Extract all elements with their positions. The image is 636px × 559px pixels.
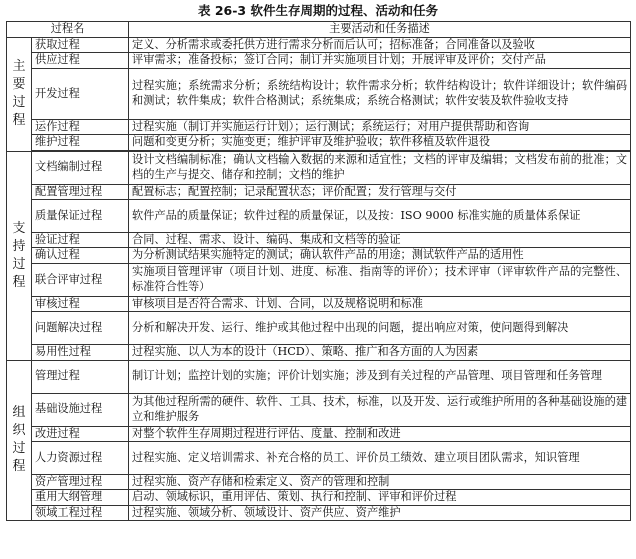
table-row xyxy=(7,505,631,520)
header-process-name: 过程名 xyxy=(7,22,129,38)
process-desc: 过程实施、以人为本的设计（HCD）、策略、推广和各方面的人为因素 xyxy=(129,345,631,360)
process-desc: 为分析测试结果实施特定的测试；确认软件产品的用途；测试软件产品的适用性 xyxy=(129,248,631,263)
process-table xyxy=(6,21,631,521)
process-desc: 定义、分析需求或委托供方进行需求分析而后认可；招标准备；合同准备以及验收 xyxy=(129,38,631,53)
table-row xyxy=(7,345,631,360)
table-row xyxy=(7,490,631,505)
process-desc: 实施项目管理评审（项目计划、进度、标准、指南等的评价）；技术评审（评审软件产品的完整性、标准符合性等） xyxy=(129,263,631,296)
process-desc: 配置标志；配置控制；记录配置状态；评价配置；发行管理与交付 xyxy=(129,184,631,199)
table-row xyxy=(7,442,631,475)
process-name: 配置管理过程 xyxy=(32,184,129,199)
process-name: 运作过程 xyxy=(32,119,129,134)
process-name: 重用大纲管理 xyxy=(32,490,129,505)
process-desc: 过程实施、资产存储和检索定义、资产的管理和控制 xyxy=(129,475,631,490)
table-row xyxy=(7,393,631,426)
table-row xyxy=(7,475,631,490)
table-row xyxy=(7,38,631,53)
header-activities: 主要活动和任务描述 xyxy=(129,22,631,38)
process-desc: 过程实施（制订并实施运行计划）；运行测试；系统运行；对用户提供帮助和咨询 xyxy=(129,119,631,134)
process-name: 领域工程过程 xyxy=(32,505,129,520)
category-cell-main xyxy=(7,38,32,152)
process-name: 获取过程 xyxy=(32,38,129,53)
process-desc: 审核项目是否符合需求、计划、合同，以及规格说明和标准 xyxy=(129,296,631,311)
process-desc: 制订计划；监控计划的实施；评价计划实施；涉及到有关过程的产品管理、项目管理和任务管理 xyxy=(129,360,631,393)
process-name: 维护过程 xyxy=(32,135,129,150)
process-desc: 设计文档编制标准；确认文档输入数据的来源和适宜性；文档的评审及编辑；文档发布前的批准；文档的生产与提交、储存和控制；文档的维护 xyxy=(129,151,631,184)
process-desc: 对整个软件生存周期过程进行评估、度量、控制和改进 xyxy=(129,426,631,441)
category-label: 组织过程 xyxy=(12,405,26,475)
table-row xyxy=(7,119,631,134)
table-row xyxy=(7,296,631,311)
table-row xyxy=(7,184,631,199)
process-desc: 过程实施、领域分析、领域设计、资产供应、资产维护 xyxy=(129,505,631,520)
table-title: 表 26-3 软件生存周期的过程、活动和任务 xyxy=(198,3,438,18)
process-name: 验证过程 xyxy=(32,233,129,248)
process-name: 资产管理过程 xyxy=(32,475,129,490)
table-row xyxy=(7,53,631,68)
process-desc: 软件产品的质量保证；软件过程的质量保证，以及按：ISO 9000 标准实施的质量体系保证 xyxy=(129,200,631,233)
header-row xyxy=(7,22,631,38)
table-row xyxy=(7,68,631,119)
category-cell-organizational xyxy=(7,360,32,521)
process-desc: 过程实施；系统需求分析；系统结构设计；软件需求分析；软件结构设计；软件详细设计；软件编码和测试；软件集成；软件合格测试；系统集成；系统合格测试；软件安装及软件验收支持 xyxy=(129,68,631,119)
category-cell-support xyxy=(7,151,32,360)
process-name: 问题解决过程 xyxy=(32,312,129,345)
table-row xyxy=(7,248,631,263)
category-label: 支持过程 xyxy=(12,220,26,290)
process-name: 基础设施过程 xyxy=(32,393,129,426)
process-name: 管理过程 xyxy=(32,360,129,393)
table-row xyxy=(7,233,631,248)
process-name: 易用性过程 xyxy=(32,345,129,360)
process-name: 联合评审过程 xyxy=(32,263,129,296)
process-desc: 评审需求；准备投标；签订合同；制订并实施项目计划；开展评审及评价；交付产品 xyxy=(129,53,631,68)
process-name: 质量保证过程 xyxy=(32,200,129,233)
process-desc: 分析和解决开发、运行、维护或其他过程中出现的问题，提出响应对策，使问题得到解决 xyxy=(129,312,631,345)
process-name: 文档编制过程 xyxy=(32,151,129,184)
table-row xyxy=(7,312,631,345)
table-row xyxy=(7,200,631,233)
process-desc: 过程实施、定义培训需求、补充合格的员工、评价员工绩效、建立项目团队需求，知识管理 xyxy=(129,442,631,475)
process-desc: 为其他过程所需的硬件、软件、工具、技术，标准，以及开发、运行或维护所用的各种基础设施的建立和维护服务 xyxy=(129,393,631,426)
category-label: 主要过程 xyxy=(12,59,26,129)
process-name: 改进过程 xyxy=(32,426,129,441)
table-row xyxy=(7,426,631,441)
table-row xyxy=(7,360,631,393)
table-row xyxy=(7,135,631,150)
process-desc: 问题和变更分析；实施变更；维护评审及维护验收；软件移植及软件退役 xyxy=(129,135,631,150)
process-name: 人力资源过程 xyxy=(32,442,129,475)
process-name: 开发过程 xyxy=(32,68,129,119)
table-row xyxy=(7,151,631,184)
process-desc: 合同、过程、需求、设计、编码、集成和文档等的验证 xyxy=(129,233,631,248)
process-desc: 启动、领域标识，重用评估、策划、执行和控制、评审和评价过程 xyxy=(129,490,631,505)
process-name: 确认过程 xyxy=(32,248,129,263)
process-name: 供应过程 xyxy=(32,53,129,68)
table-row xyxy=(7,263,631,296)
process-name: 审核过程 xyxy=(32,296,129,311)
